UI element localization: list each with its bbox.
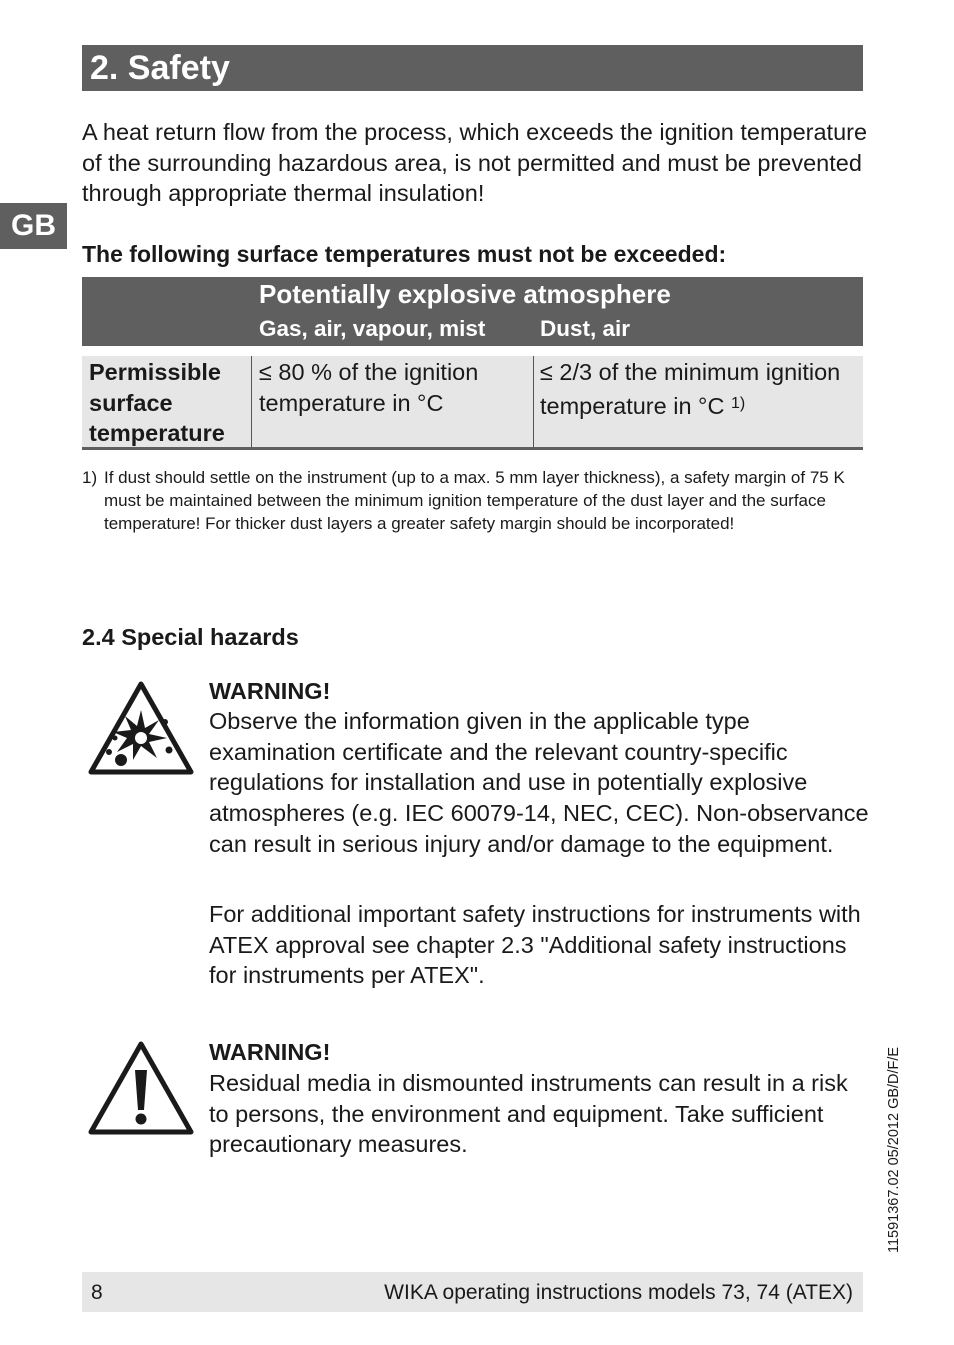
- table-divider: [533, 356, 534, 447]
- language-tab: GB: [0, 203, 67, 249]
- special-hazards-heading: 2.4 Special hazards: [82, 624, 299, 650]
- general-warning-icon: [87, 1040, 195, 1136]
- footnote-text: If dust should settle on the instrument (up to a max. 5 mm layer thickness), a safety margin of 75 K must be maintained between the minimum ignition temperature of the dust layer and the surface temperature! For thicker dust layers a greater safety margin should be incorporated!: [104, 468, 845, 534]
- warning-text: Observe the information given in the applicable type examination certificate and the relevant country-specific regulations for installation and use in potentially explosive atmospheres (e.g. IEC 60079-14, NEC, CEC). Non-observance can result in serious injury and/or damage to the equipment.: [209, 708, 869, 857]
- table-column-header-gas: Gas, air, vapour, mist: [259, 316, 486, 341]
- footnote-reference: 1): [730, 395, 746, 412]
- warning-title: WARNING!: [209, 678, 331, 704]
- page-title: 2. Safety: [90, 49, 230, 87]
- footer-title: WIKA operating instructions models 73, 74 (ATEX): [384, 1281, 853, 1304]
- warning-title: WARNING!: [209, 1039, 331, 1065]
- table-header-title: Potentially explosive atmosphere: [259, 279, 671, 309]
- table-cell-dust-text: ≤ 2/3 of the minimum ignition temperature in °C: [540, 359, 841, 419]
- page-number: 8: [91, 1281, 103, 1304]
- intro-paragraph: A heat return flow from the process, which exceeds the ignition temperature of the surrounding hazardous area, is not permitted and must be prevented through appropriate thermal insulation!: [82, 119, 868, 207]
- warning-text-additional: For additional important safety instructions for instruments with ATEX approval see chapter 2.3 "Additional safety instructions for instruments per ATEX".: [209, 901, 861, 989]
- document-code: 11591367.02 05/2012 GB/D/F/E: [886, 1046, 902, 1253]
- explosion-hazard-icon: [87, 680, 195, 776]
- table-cell-dust: [540, 357, 860, 422]
- table-divider: [251, 356, 252, 447]
- table-column-header-dust: Dust, air: [540, 316, 631, 341]
- table-row-header: Permissible surface temperature: [89, 359, 225, 446]
- footnote-number: 1): [82, 468, 98, 487]
- warning-text: Residual media in dismounted instruments can result in a risk to persons, the environment and equipment. Take sufficient precautionary measures.: [209, 1070, 848, 1158]
- surface-temperatures-heading: The following surface temperatures must not be exceeded:: [82, 241, 727, 267]
- table-cell-gas: ≤ 80 % of the ignition temperature in °C: [259, 359, 479, 416]
